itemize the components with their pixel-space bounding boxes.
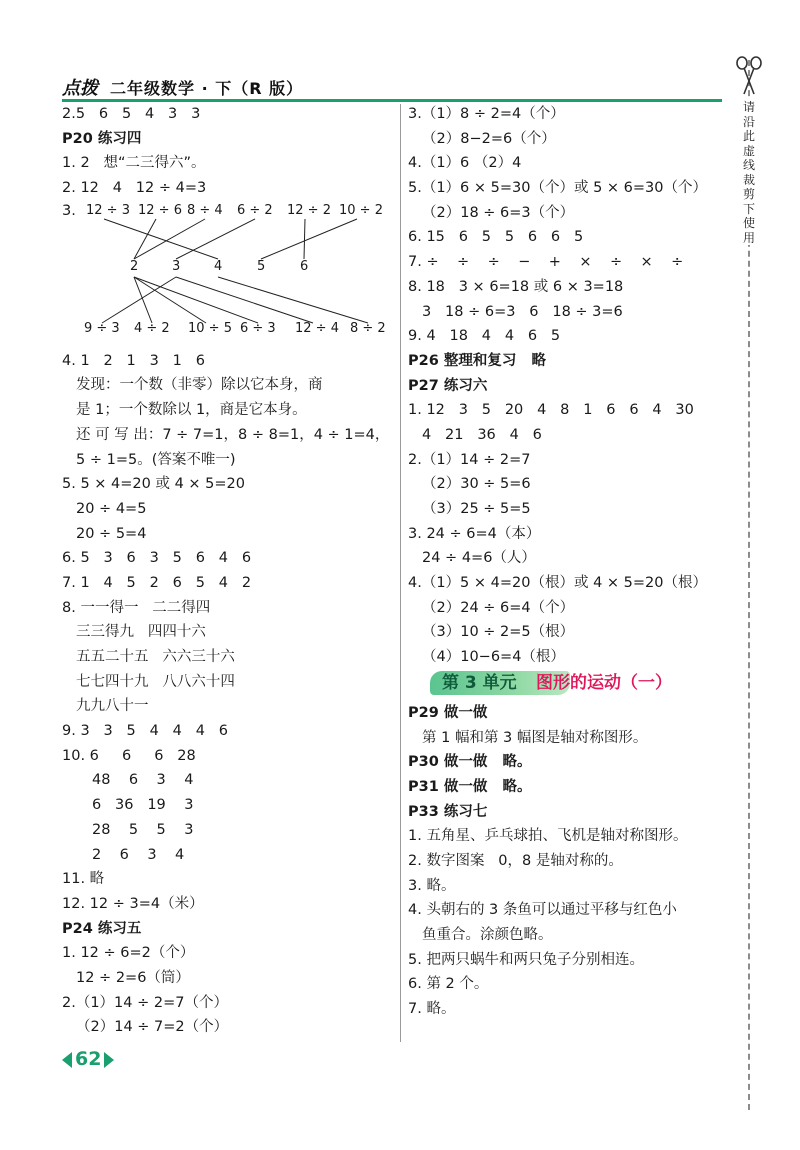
page-header: [62, 74, 722, 98]
page-number-text: 62: [75, 1048, 102, 1070]
match-line: [176, 219, 255, 259]
match-line: [102, 277, 176, 323]
column-divider: [400, 104, 401, 1042]
brand-logo: 点拨: [62, 78, 98, 99]
answer-line: 4.（1）6 （2）4: [408, 155, 522, 172]
answer-list-right-bottom: [408, 701, 733, 1022]
section-heading: P30 做一做 略。: [408, 754, 532, 771]
diagram-top-expression: 6 ÷ 2: [237, 202, 273, 218]
answer-line: 九九八十一: [76, 698, 149, 715]
answer-line: 2.（1）14 ÷ 2=7（个）: [62, 994, 228, 1011]
answer-line: （3）25 ÷ 5=5: [422, 501, 531, 517]
diagram-top-expression: 12 ÷ 2: [287, 202, 331, 218]
diagram-bottom-expression: 10 ÷ 5: [188, 320, 232, 336]
page-number: [62, 1048, 114, 1076]
answer-list-left-top: [62, 102, 398, 201]
answer-line: 12. 12 ÷ 3=4（米）: [62, 895, 204, 912]
section-heading: P24 练习五: [62, 920, 142, 937]
diagram-middle-number: 3: [172, 258, 181, 274]
answer-line: （3）10 ÷ 2=5（根）: [422, 624, 575, 641]
answer-line: 5.（1）6 × 5=30（个）或 5 × 6=30（个）: [408, 180, 708, 197]
matching-diagram: [62, 201, 398, 349]
answer-line: 鱼重合。涂颜色略。: [422, 927, 553, 943]
answer-list-left-bottom: [62, 349, 398, 1040]
answer-line: 7. ÷ ÷ ÷ − + × ÷ × ÷: [408, 254, 684, 271]
answer-line: （2）14 ÷ 7=2（个）: [76, 1019, 229, 1036]
arrow-left-icon: [62, 1052, 72, 1068]
answer-line: 1. 12 3 5 20 4 8 1 6 6 4 30: [408, 402, 694, 419]
answer-line: 4. 1 2 1 3 1 6: [62, 352, 205, 369]
answer-line: 8. 18 3 × 6=18 或 6 × 3=18: [408, 278, 624, 295]
section-heading: P26 整理和复习 略: [408, 352, 546, 369]
match-line: [304, 219, 305, 259]
answer-line: 6. 5 3 6 3 5 6 4 6: [62, 550, 252, 567]
answer-line: 七七四十九 八八六十四: [76, 673, 235, 690]
answer-line: 2.5 6 5 4 3 3: [62, 106, 201, 122]
answer-list-right-top: [408, 102, 733, 670]
unit-banner: [408, 670, 733, 697]
answer-line: 10. 6 6 6 28: [62, 747, 196, 764]
diagram-top-expression: 10 ÷ 2: [339, 202, 383, 218]
section-heading: P33 练习七: [408, 803, 488, 820]
match-line: [134, 277, 152, 323]
answer-line: 4.（1）5 × 4=20（根）或 4 × 5=20（根）: [408, 575, 708, 592]
diagram-top-expression: 8 ÷ 4: [187, 202, 223, 218]
answer-line: 9. 4 18 4 4 6 5: [408, 328, 561, 345]
section-heading: P20 练习四: [62, 130, 142, 147]
unit-title: 图形的运动（一）: [536, 672, 672, 693]
answer-line: 五五二十五 六六三十六: [76, 649, 235, 665]
answer-line: （4）10−6=4（根）: [422, 649, 565, 666]
answer-line: 2. 12 4 12 ÷ 4=3: [62, 180, 207, 197]
answer-line: 20 ÷ 5=4: [76, 525, 147, 542]
answer-line: 发现：一个数（非零）除以它本身，商: [76, 377, 323, 394]
answer-line: 还 可 写 出：7 ÷ 7=1，8 ÷ 8=1，4 ÷ 1=4，: [76, 426, 390, 443]
section-heading: P29 做一做: [408, 704, 488, 721]
scissors-icon: [733, 56, 765, 96]
answer-line: 1. 五角星、乒乓球拍、飞机是轴对称图形。: [408, 828, 688, 845]
answer-line: （2）24 ÷ 6=4（个）: [422, 599, 575, 616]
answer-line: 5. 5 × 4=20 或 4 × 5=20: [62, 476, 245, 493]
diagram-bottom-expression: 8 ÷ 2: [350, 320, 386, 336]
answer-line: 7. 略。: [408, 1001, 456, 1018]
answer-line: 5 ÷ 1=5。(答案不唯一): [76, 451, 236, 468]
diagram-bottom-expression: 6 ÷ 3: [240, 320, 276, 336]
answer-line: 28 5 5 3: [92, 821, 194, 838]
answer-line: 12 ÷ 2=6（筒）: [76, 969, 190, 986]
answer-line: 2.（1）14 ÷ 2=7: [408, 451, 531, 468]
answer-line: （2）8−2=6（个）: [422, 130, 556, 147]
answer-line: 是 1；一个数除以 1，商是它本身。: [76, 402, 307, 419]
book-title: 二年级数学 · 下（R 版）: [110, 79, 304, 98]
diagram-middle-number: 5: [257, 258, 266, 274]
diagram-bottom-expression: 9 ÷ 3: [84, 320, 120, 336]
answer-line: 9. 3 3 5 4 4 4 6: [62, 723, 228, 740]
answer-line: 5. 把两只蜗牛和两只兔子分别相连。: [408, 951, 644, 968]
right-column: [408, 102, 733, 1022]
answer-line: 3 18 ÷ 6=3 6 18 ÷ 3=6: [422, 303, 623, 320]
answer-line: 48 6 3 4: [92, 772, 194, 789]
answer-line: 三三得九 四四十六: [76, 624, 206, 641]
answer-line: 3. 24 ÷ 6=4（本）: [408, 525, 541, 542]
answer-line: 1. 12 ÷ 6=2（个）: [62, 945, 195, 962]
diagram-bottom-expression: 12 ÷ 4: [295, 320, 339, 336]
answer-line: （2）18 ÷ 6=3（个）: [422, 204, 575, 221]
answer-line: 4 21 36 4 6: [422, 426, 542, 443]
answer-line: 2. 数字图案 0，8 是轴对称的。: [408, 852, 623, 869]
cut-instruction: 请沿此虚线裁剪下使用: [742, 100, 755, 245]
answer-line: 3.（1）8 ÷ 2=4（个）: [408, 106, 565, 122]
answer-line: （2）30 ÷ 5=6: [422, 476, 531, 493]
question-number: 3.: [62, 202, 76, 219]
diagram-middle-number: 6: [300, 258, 309, 274]
answer-line: 6. 第 2 个。: [408, 976, 489, 993]
unit-label: 第 3 单元: [442, 672, 517, 693]
section-heading: P27 练习六: [408, 377, 488, 394]
diagram-middle-number: 4: [214, 258, 223, 274]
answer-line: 7. 1 4 5 2 6 5 4 2: [62, 574, 252, 591]
answer-line: 2 6 3 4: [92, 846, 185, 863]
diagram-top-expression: 12 ÷ 3: [86, 202, 130, 218]
diagram-bottom-expression: 4 ÷ 2: [134, 320, 170, 336]
answer-line: 8. 一一得一 二二得四: [62, 599, 211, 616]
match-line: [104, 219, 218, 259]
arrow-right-icon: [104, 1052, 114, 1068]
answer-line: 3. 略。: [408, 877, 456, 894]
answer-line: 6 36 19 3: [92, 797, 194, 814]
section-heading: P31 做一做 略。: [408, 778, 532, 795]
left-column: [62, 102, 398, 1040]
answer-line: 11. 略: [62, 871, 105, 888]
answer-line: 1. 2 想“二三得六”。: [62, 155, 206, 172]
answer-line: 6. 15 6 5 5 6 6 5: [408, 229, 584, 246]
diagram-middle-number: 2: [130, 258, 139, 274]
answer-line: 24 ÷ 4=6（人）: [422, 550, 536, 567]
answer-line: 第 1 幅和第 3 幅图是轴对称图形。: [422, 729, 648, 746]
match-line: [261, 219, 357, 259]
answer-line: 20 ÷ 4=5: [76, 500, 147, 517]
answer-line: 4. 头朝右的 3 条鱼可以通过平移与红色小: [408, 902, 677, 919]
diagram-top-expression: 12 ÷ 6: [138, 202, 182, 218]
